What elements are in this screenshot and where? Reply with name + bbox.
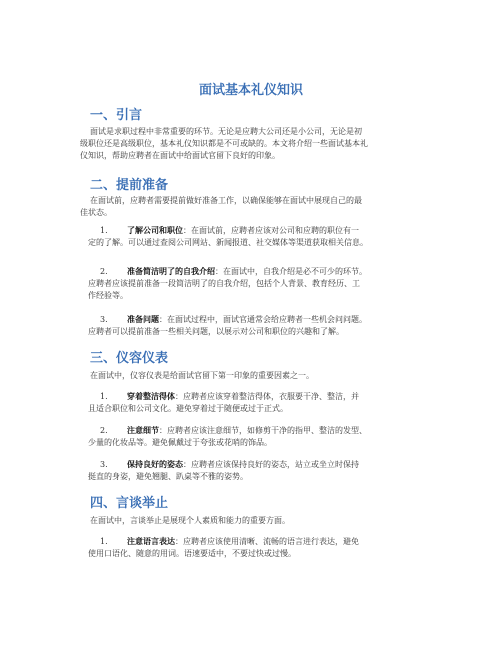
paragraph-line: 佳状态。 [80, 208, 112, 217]
list-item-text: 挺直的身姿，避免翘腿、趴桌等不雅的姿势。 [88, 472, 248, 481]
paragraph-line: 级职位还是高级职位，基本礼仪知识都是不可或缺的。本文将介绍一些面试基本礼 [80, 139, 368, 148]
list-item-label: 注意细节 [127, 426, 159, 435]
list-item-label: 穿着整洁得体 [127, 392, 175, 401]
paragraph-line: 仪知识，帮助应聘者在面试中给面试官留下良好的印象。 [80, 151, 280, 160]
document-title: 面试基本礼仪知识 [198, 83, 303, 98]
section-heading-conduct: 四、言谈举止 [90, 496, 169, 511]
list-item-text: ：在面试过程中，面试官通常会给应聘者一些机会问问题。 [159, 315, 367, 324]
list-number: 2. [100, 426, 108, 435]
list-number: 1. [100, 392, 108, 401]
list-item [90, 391, 430, 415]
list-number: 3. [100, 315, 108, 324]
paragraph-line: 在面试中，仪容仪表是给面试官留下第一印象的重要因素之一。 [90, 371, 314, 380]
list-item-text: ：应聘者应该保持良好的姿态，站立或坐立时保持 [183, 460, 359, 469]
list-item-text: ：在面试前，应聘者应该对公司和应聘的职位有一 [183, 226, 359, 235]
list-item [90, 314, 430, 338]
list-item-label: 注意语言表达 [127, 537, 175, 546]
list-item-label: 准备简洁明了的自我介绍 [127, 267, 215, 276]
list-number: 3. [100, 460, 108, 469]
list-item [90, 225, 430, 249]
section-paragraph [80, 126, 422, 162]
list-item-text: 应聘者应该提前准备一段简洁明了的自我介绍，包括个人背景、教育经历、工 [88, 279, 360, 288]
list-item-label: 准备问题 [127, 315, 159, 324]
list-item [90, 536, 430, 560]
section-paragraph [90, 370, 422, 382]
list-item-text: ：应聘者应该注意细节，如修剪干净的指甲、整洁的发型、 [159, 426, 367, 435]
list-item-text: 定的了解。可以通过查阅公司网站、新闻报道、社交媒体等渠道获取相关信息。 [88, 238, 368, 247]
list-item-text: 使用口语化、随意的用词。语速要适中，不要过快或过慢。 [88, 549, 296, 558]
section-heading-intro: 一、引言 [90, 108, 143, 123]
list-item-label: 了解公司和职位 [127, 226, 183, 235]
list-item-text: ：在面试中，自我介绍是必不可少的环节。 [215, 267, 367, 276]
list-item-text: 且适合职位和公司文化。避免穿着过于随便或过于正式。 [88, 404, 288, 413]
list-item [90, 459, 430, 483]
list-item-text: ：应聘者应该穿着整洁得体，衣服要干净、整洁，并 [175, 392, 359, 401]
list-item [90, 266, 430, 302]
paragraph-line: 面试是求职过程中非常重要的环节。无论是应聘大公司还是小公司，无论是初 [90, 127, 362, 136]
section-heading-preparation: 二、提前准备 [90, 178, 169, 193]
list-item-label: 保持良好的姿态 [127, 460, 183, 469]
list-item [90, 425, 430, 449]
section-paragraph [90, 515, 422, 527]
paragraph-line: 在面试前，应聘者需要提前做好准备工作，以确保能够在面试中展现自己的最 [90, 196, 362, 205]
section-paragraph [80, 195, 422, 219]
list-number: 1. [100, 537, 108, 546]
paragraph-line: 在面试中，言谈举止是展现个人素质和能力的重要方面。 [90, 516, 290, 525]
list-number: 2. [100, 267, 108, 276]
section-heading-appearance: 三、仪容仪表 [90, 351, 169, 366]
list-item-text: 少量的化妆品等。避免佩戴过于夸张或花哨的饰品。 [88, 438, 272, 447]
list-number: 1. [100, 226, 108, 235]
list-item-text: 作经验等。 [88, 291, 128, 300]
list-item-text: ：应聘者应该使用清晰、流畅的语言进行表达，避免 [175, 537, 359, 546]
list-item-text: 应聘者可以提前准备一些相关问题，以展示对公司和职位的兴趣和了解。 [88, 327, 344, 336]
